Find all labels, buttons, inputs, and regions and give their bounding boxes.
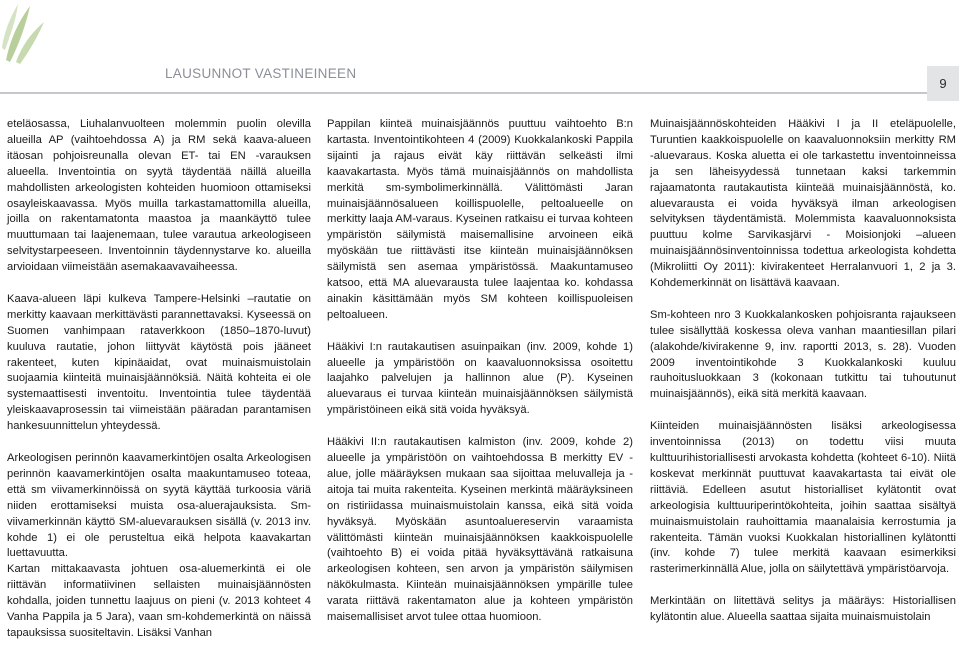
paragraph: Hääkivi II:n rautakautisen kalmiston (inv. 2009, kohde 2) alueelle ja ympäristöön on vaihtoehdossa B merkitty EV -alue, jolle määräyksen mukaan saa sijoittaa meluvalleja ja -aitoja tai muita rakenteita. Kyseinen merkintä määräyksineen on ristiriidassa muinaismuistolain kanssa, eikä sitä voida hyväksyä. Myöskään asuntoaluereservin varaamista välittömästi kiinteän muinaisjäännöksen kaakkoispuolelle (vaihtoehto B) ei voida pitää hyväksyttävänä ratkaisuna arkeologisen kohteen, sen arvon ja ympäristön säilymisen näkökulmasta. Kiinteän muinaisjäännöksen ympärille tulee varata riittävä rakentamaton alue ja kohteen ympäristön maisemallisiset arvot tulee ottaa huomioon.	[327, 436, 633, 624]
leaf-logo-icon	[0, 0, 60, 70]
paragraph: Kiinteiden muinaisjäännösten lisäksi arkeologisessa inventoinnissa (2013) on todettu viisi muuta kulttuurihistoriallisesti arvokasta kohdetta (kohteet 6-10). Niitä koskevat merkinnät puuttuvat kaavakartasta tai eivät ole riittäviä. Edelleen asutut historialliset kylätontit ovat arkeologisia kulttuuriperintökohteita, joihin saattaa sisältyä muinaismuistolain rauhoittamia maanalaisia kerrostumia ja rakenteita. Tämän vuoksi Kuokkalan historiallinen kylätontti (inv. kohde 7) tulee merkitä kaavaan esimerkiksi rasterimerkinnällä Alue, jolla on säilytettävä ympäristöarvoja.	[650, 420, 956, 576]
paragraph: eteläosassa, Liuhalanvuolteen molemmin puolin olevilla alueilla AP (vaihtoehdossa A) ja RM sekä kaava-alueen itäosan pohjoisreunalla olevan ET- tai EN -varauksen alueella. Inventointia on syytä täydentää näillä alueilla mahdollisten arkeologisten kohteiden huomioon ottamiseksi osayleiskaavassa. Myös muilla tarkastamattomilla alueilla, joilla on rakentamatonta maastoa ja maankäyttö tulee muuttumaan tai laajenemaan, tulee varautua arkeologiseen selvitystarpeeseen. Inventoinnin täydennystarve ko. alueilla arvioidaan viimeistään asemakaavavaiheessa.	[7, 118, 311, 274]
text-column-right	[650, 117, 956, 626]
paragraph: Merkintään on liitettävä selitys ja määräys: Historiallisen kylätontin alue. Alueella saattaa sijaita muinaismuistolain	[650, 595, 956, 624]
paragraph: Muinaisjäännöskohteiden Hääkivi I ja II eteläpuolelle, Turuntien kaakkoispuolelle on kaavaluonnoksiin merkitty RM -aluevaraus. Koska aluetta ei ole tarkastettu inventoinneissa ja sen läheisyydessä tunnetaan kaksi tarkemmin rajaamatonta rautakautista kiinteää muinaisjäännöstä, ko. aluevarausta ei voida hyväksyä ilman arkeologisen selvityksen täydentämistä. Molemmista kaavaluonnoksista puuttuu kolme Sarvikasjärvi - Moisionjoki –alueen muinaisjäännösinventoinnissa todettua arkeologista kohdetta (Mikroliitti Oy 2011): kivirakenteet Herralanvuori 1, 2 ja 3. Kohdemerkinnät on lisättävä kaavaan.	[650, 118, 956, 290]
header-divider	[0, 92, 959, 94]
paragraph: Arkeologisen perinnön kaavamerkintöjen osalta Arkeologisen perinnön kaavamerkintöjen osalta maakuntamuseo toteaa, että sm viivamerkinnöissä on syytä käyttää turkoosia väriä niiden erottamiseksi muista osa-aluerajauksista. Sm-viivamerkinnän käyttö SM-aluevarauksen sisällä (v. 2013 inv. kohde 1) ei ole perusteltua eikä helpota kaavakartan luettavuutta.	[7, 452, 311, 560]
text-column-left	[7, 117, 311, 642]
page-number: 9	[939, 76, 947, 91]
paragraph: Pappilan kiinteä muinaisjäännös puuttuu vaihtoehto B:n kartasta. Inventointikohteen 4 (2009) Kuokkalankoski Pappila sijainti ja rajaus eivät käy riittävän selkeästi ilmi kaavakartasta. Myös tämä muinaisjäännös on mahdollista merkitä sm-symbolimerkinnällä. Välittömästi Jaran muinaisjäännösalueen koillispuolelle, peltoalueelle on merkitty laaja AM-varaus. Kyseinen ratkaisu ei turvaa kohteen ympäristön säilymistä maisemallisine arvoineen eikä myöskään tue riittävästi itse kiinteän muinaisjäännöksen säilymistä sen asemaa ympäristössä. Maakuntamuseo katsoo, että MA aluevarausta tulee laajentaa ko. kohdassa ainakin käsittämään myös SM kohteen koillispuoleisen peltoalueen.	[327, 118, 633, 321]
paragraph: Kaava-alueen läpi kulkeva Tampere-Helsinki –rautatie on merkitty kaavaan merkittävästi parannettavaksi. Kyseessä on Suomen vanhimpaan rataverkkoon (1850–1870-luvut) kuuluva rautatie, johon liittyvät käytöstä pois jääneet rakenteet, kuten kipinäaidat, ovat muinaismuistolain suojaamia kiinteitä muinaisjäännöksiä. Näitä kohteita ei ole systemaattisesti inventoitu. Inventointia tulee täydentää yleiskaavaprosessin tai viimeistään pääradan parantamisen hankesuunnittelun yhteydessä.	[7, 292, 311, 433]
paragraph: Hääkivi I:n rautakautisen asuinpaikan (inv. 2009, kohde 1) alueelle ja ympäristöön on kaavaluonnoksissa osoitettu laajahko palvelujen ja hallinnon alue (P). Kyseinen aluevaraus ei turvaa kiinteän muinaisjäännöksen säilymistä ympäristöineen eikä sitä voida hyväksyä.	[327, 340, 633, 417]
paragraph: Kartan mittakaavasta johtuen osa-aluemerkintä ei ole riittävän informatiivinen sellaisten muinaisjäännösten kohdalla, joiden tunnettu laajuus on pieni (v. 2013 kohteet 4 Vanha Pappila ja 5 Jara), vaan sm-kohdemerkintä on näissä tapauksissa suositeltavin. Lisäksi Vanhan	[7, 563, 311, 639]
page-number-badge	[927, 66, 959, 101]
text-column-middle	[327, 117, 633, 626]
document-title: LAUSUNNOT VASTINEINEEN	[165, 66, 357, 81]
paragraph: Sm-kohteen nro 3 Kuokkalankosken pohjoisranta rajaukseen tulee sisällyttää koskessa oleva vanhan maantiesillan pilari (alakohde/kivirakenne 9, inv. raportti 2013, s. 28). Vuoden 2009 inventointikohde 3 Kuokkalankoski kuuluu rauhoitusluokkaan 3 (kokonaan tutkittu tai tuhoutunut muinaisjäännös), eikä sitä merkitä kaavaan.	[650, 308, 956, 401]
